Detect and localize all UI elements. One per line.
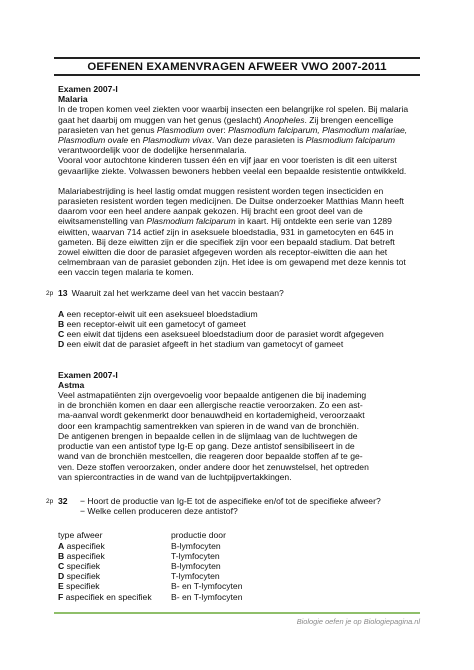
- question-line-1: − Hoort de productie van Ig-E tot de aspecifieke en/of tot de specifieke afweer?: [80, 495, 381, 506]
- option-c: C een eiwit dat tijdens een aseksueel bloedstadium door de parasiet wordt afgegeven: [58, 329, 384, 340]
- table-header-row: [58, 530, 242, 540]
- footer-divider: [54, 612, 420, 614]
- table-row: C specifiek B-lymfocyten: [58, 560, 221, 571]
- question-32: [46, 495, 420, 517]
- table-row: F aspecifiek en specifiek B- en T-lymfocyten: [58, 591, 243, 602]
- table-row: E specifiek B- en T-lymfocyten: [58, 581, 243, 592]
- table-row: D specifiek T-lymfocyten: [58, 571, 220, 582]
- page-title: OEFENEN EXAMENVRAGEN AFWEER VWO 2007-2011: [54, 57, 420, 76]
- question-line-2: − Welke cellen produceren deze antistof?: [80, 506, 238, 517]
- page-content: [46, 84, 420, 602]
- exam-label-1: Examen 2007-I: [58, 84, 118, 94]
- question-points: 2p: [46, 289, 54, 297]
- question-points: 2p: [46, 497, 54, 505]
- astma-paragraph: Veel astmapatiënten zijn overgevoelig voor bepaalde antigenen die bij inademing in de bronchiën komen en daar een allergische reactie veroorzaken. Zo een ast- ma-aanval wordt gekenmerkt door benauwdheid en kortademigheid, veroorzaakt door een krampachtig samentrekken van spieren in de wand van de bronchiën. De antigenen brengen in bepaalde cellen in de slijmlaag van de luchtwegen de productie van een antistof type Ig-E op gang. Deze antistof sensibiliseert in de wand van de bronchiën mestcellen, die reageren door bepaalde stoffen af te ge- ven. Deze stoffen veroorzaken, onder andere door het zenuwstelsel, het optreden van spiercontracties in de wand van de luchtpijpvertakkingen.: [58, 390, 369, 482]
- table-header: type afweer: [58, 530, 103, 541]
- question-13: [46, 287, 420, 299]
- exam-label-2: Examen 2007-I: [58, 369, 118, 380]
- question-number: 32: [58, 495, 68, 506]
- topic-astma: Astma: [58, 379, 85, 390]
- answer-options: [58, 309, 420, 350]
- malaria-paragraph-1: In de tropen komen veel ziekten voor waarbij insecten een belangrijke rol spelen. Bij malaria gaat het daarbij om muggen van het genus (geslacht) Anopheles. Zij brengen eencellige parasieten van het genus Plasmodium over: Plasmodium falciparum, Plasmodium malariae, Plasmodium ovale en Plasmodium vivax. Van deze parasieten is Plasmodium falciparum verantwoordelijk voor de dodelijke hersenmalaria. Vooral voor autochtone kinderen tussen één en vijf jaar en voor toeristen is dit een uiterst gevaarlijke ziekte. Volwassen bewoners hebben veelal een bepaalde resistentie ontwikkeld.: [58, 104, 409, 176]
- option-b: B een receptor-eiwit uit een gametocyt of gameet: [58, 319, 246, 330]
- option-d: D een eiwit dat de parasiet afgeeft in het stadium van gametocyt of gameet: [58, 339, 344, 350]
- table-header: productie door: [171, 530, 226, 541]
- malaria-paragraph-2: Malariabestrijding is heel lastig omdat muggen resistent worden tegen insecticiden en parasieten resistent worden tegen medicijnen. De Duitse onderzoeker Matthias Mann heeft daarom voor een heel andere aanpak gekozen. Hij bracht een groot deel van de eiwitsamenstelling van Plasmodium falciparum in kaart. Hij ontdekte een serie van 1289 eiwitten, waarvan 714 actief zijn in aseksuele bloedstadia, 931 in gametocyten en 645 in gameten. Bij deze eiwitten zijn er die specifiek zijn voor een bepaald stadium. Dat betreft zowel eiwitten die door de parasiet afgegeven worden als receptor-eiwitten die aan het celmembraan van de parasiet gebonden zijn. Het idee is om gewapend met deze kennis tot een vaccin tegen malaria te komen.: [58, 185, 406, 278]
- answer-table: [58, 530, 242, 601]
- topic-malaria: Malaria: [58, 94, 88, 105]
- question-text: Waaruit zal het werkzame deel van het vaccin bestaan?: [71, 287, 284, 298]
- question-number: 13: [58, 287, 68, 298]
- option-a: A een receptor-eiwit uit een aseksueel bloedstadium: [58, 308, 258, 319]
- table-row: B aspecifiek T-lymfocyten: [58, 550, 220, 561]
- table-row: A aspecifiek B-lymfocyten: [58, 540, 221, 551]
- footer-credit: Biologie oefen je op Biologiepagina.nl: [296, 617, 420, 626]
